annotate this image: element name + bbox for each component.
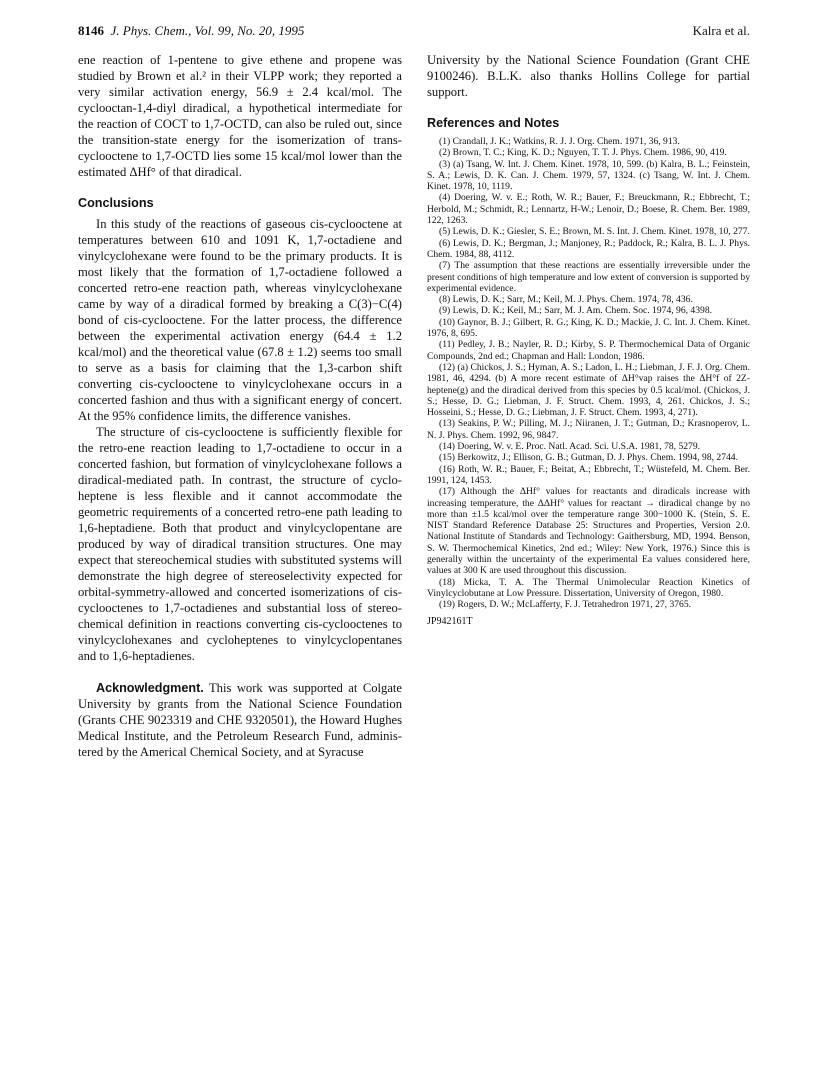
reference-item: (5) Lewis, D. K.; Giesler, S. E.; Brown, M. S. Int. J. Chem. Kinet. 1978, 10, 277. [439, 226, 750, 238]
reference-item: (4) Doering, W. v. E.; Roth, W. R.; Bauer, F.; Breuckmann, R.; Ebbrecht, T.; Herbold, M.; Schmidt, R.; Lennartz, H-W.; Lenoir, D.; Boese, R. Chem. Ber. 1989, 122, 1263. [427, 192, 750, 227]
references-heading: References and Notes [427, 116, 560, 130]
reference-item: (6) Lewis, D. K.; Bergman, J.; Manjoney, R.; Paddock, R.; Kalra, B. L. J. Phys. Chem. 1984, 88, 4112. [427, 237, 750, 260]
reference-item: (8) Lewis, D. K.; Sarr, M.; Keil, M. J. Phys. Chem. 1974, 78, 436. [439, 294, 693, 306]
page-number: 8146 [78, 23, 104, 38]
left-column [78, 52, 402, 760]
reference-item: (11) Pedley, J. B.; Nayler, R. D.; Kirby, S. P. Thermochemical Data of Organic Compounds, 2nd ed.; Chapman and Hall: London, 1986. [427, 339, 750, 362]
reference-item: (13) Seakins, P. W.; Pilling, M. J.; Niiranen, J. T.; Gutman, D.; Krasnoperov, L. N. J. Phys. Chem. 1992, 96, 9847. [427, 418, 750, 441]
intro-paragraph: ene reaction of 1-pentene to give ethene and propene was studied by Brown et al.² in their VLPP work; they reported a very similar activation energy, 56.9 ± 2.4 kcal/mol. The cyclooctan-1,4-diyl diradical, a hypothetical intermediate for the reaction of COCT to 1,7-OCTD, can also be ruled out, since the transition-state energy for the isomerization of trans-cyclooctene to 1,7-OCTD lies some 15 kcal/mol lower than the estimated ΔHf° of that diradical. [78, 53, 402, 179]
reference-item: (10) Gaynor, B. J.; Gilbert, R. G.; King, K. D.; Mackie, J. C. Int. J. Chem. Kinet. 1976, 8, 695. [427, 316, 750, 340]
conclusions-paragraph-2: The structure of cis-cyclooctene is sufficiently flexible for the retro-ene reaction leading to 1,7-octadiene to occur in a concerted fashion, but formation of vinylcyclohexane follows a diradical-mediated path. In contrast, the structure of cyclo-heptene is less flexible and it cannot accommodate the geometric requirements of a concerted retro-ene path leading to 1,6-heptadiene. Both that product and vinylcyclopentane are produced by way of diradical transition structures. One may expect that stereochemical studies with substituted systems will demonstrate the high degree of stereoselectivity expected for orbital-symmetry-allowed and concerted isomerizations of cis-cyclooctenes to 1,7-octadienes and substantial loss of stereo-chemical definition in reactions converting cis-cyclooctenes to vinylcyclohexanes and cycloheptenes to vinylcyclopentanes and to 1,6-heptadienes. [78, 425, 402, 663]
conclusions-paragraph-1: In this study of the reactions of gaseous cis-cyclooctene at temperatures between 610 and 1091 K, 1,7-octadiene and vinylcyclohexane were found to be the primary products. It is most likely that the formation of 1,7-octadiene followed a concerted retro-ene reaction path, whereas vinylcyclohexane came by way of a diradical formed by breaking a C(3)−C(4) bond of cis-cyclooctene. For the latter process, the difference between the experimental activation energy (64.4 ± 1.2 kcal/mol) and the theoretical value (67.8 ± 1.2) seems too small to serve as a basis for claiming that the 1,3-carbon shift converting cis-cyclooctene to vinylcyclohexane occurs in a concerted fashion and thus with a significant energy of concert. At the 95% confidence limits, the difference vanishes. [78, 217, 402, 423]
header-left [78, 23, 304, 39]
reference-item: (18) Micka, T. A. The Thermal Unimolecular Reaction Kinetics of Vinylcyclobutane at Low Pressure. Dissertation, University of Oregon, 1980. [427, 576, 750, 599]
page-header [78, 23, 750, 41]
reference-item: (14) Doering, W. v. E. Proc. Natl. Acad. Sci. U.S.A. 1981, 78, 5279. [439, 441, 701, 453]
reference-item: (7) The assumption that these reactions are essentially irreversible under the present conditions of high temperature and low extent of conversion is supported by experimental evidence. [427, 260, 750, 294]
right-column [427, 52, 750, 627]
acknowledgment-text: This work was supported at Colgate University by grants from the National Science Foundation (Grants CHE 9023319 and CHE 9320501), the Howard Hughes Medical Institute, and the Petroleum Research Fund, adminis-tered by the Americal Chemical Society, and at Syracuse [78, 681, 402, 759]
manuscript-code: JP942161T [427, 616, 473, 628]
header-authors: Kalra et al. [692, 23, 750, 38]
reference-item: (9) Lewis, D. K.; Keil, M.; Sarr, M. J. Am. Chem. Soc. 1974, 96, 4398. [439, 305, 713, 317]
acknowledgment-continued: University by the National Science Foundation (Grant CHE 9100246). B.L.K. also thanks Hollins College for partial support. [427, 53, 750, 99]
conclusions-heading: Conclusions [78, 196, 154, 210]
reference-item: (15) Berkowitz, J.; Ellison, G. B.; Gutman, D. J. Phys. Chem. 1994, 98, 2744. [439, 452, 738, 464]
reference-item: (17) Although the ΔHf° values for reactants and diradicals increase with increasing temperature, the ΔΔHf° values for reactant → diradical change by no more than ±1.5 kcal/mol over the temperature range 300−1000 K. (Stein, S. E. NIST Standard Reference Database 25: Structures and Properties, Version 2.0. National Institute of Standards and Technology: Gaithersburg, MD, 1994. Benson, S. W. Thermochemical Kinetics, 2nd ed.; Wiley: New York, 1976.) Since this is generally within the uncertainty of the experimental Ea values considered here, values at 300 K are used throughout this discussion. [427, 486, 750, 577]
reference-item: (2) Brown, T. C.; King, K. D.; Nguyen, T. T. J. Phys. Chem. 1986, 90, 419. [439, 147, 727, 159]
reference-item: (12) (a) Chickos, J. S.; Hyman, A. S.; Ladon, L. H.; Liebman, J. F. J. Org. Chem. 1981, 46, 4294. (b) A more recent estimate of ΔH°vap raises the ΔH°f of 2Z-heptene(g) and the diradical derived from this species by 0.5 kcal/mol. (Chickos, J. S.; Hesse, D. G.; Liebman, J. F. Struct. Chem. 1993, 4, 261. Chickos, J. S.; Hosseini, S.; Hesse, D. G.; Liebman, J. F. Struct. Chem. 1993, 4, 271). [427, 361, 750, 419]
reference-item: (19) Rogers, D. W.; McLafferty, F. J. Tetrahedron 1971, 27, 3765. [439, 599, 692, 611]
acknowledgment-title: Acknowledgment. [96, 681, 204, 695]
reference-item: (1) Crandall, J. K.; Watkins, R. J. J. Org. Chem. 1971, 36, 913. [439, 136, 680, 147]
reference-list [427, 136, 750, 610]
acknowledgment-paragraph [78, 680, 402, 760]
reference-item: (3) (a) Tsang, W. Int. J. Chem. Kinet. 1978, 10, 599. (b) Kalra, B. L.; Feinstein, S. A.; Lewis, D. K. Can. J. Chem. 1979, 57, 1324. (c) Tsang, W. Int. J. Chem. Kinet. 1978, 10, 1119. [427, 158, 750, 193]
journal-citation: J. Phys. Chem., Vol. 99, No. 20, 1995 [110, 23, 305, 38]
reference-item: (16) Roth, W. R.; Bauer, F.; Beitat, A.; Ebbrecht, T.; Wüstefeld, M. Chem. Ber. 1991, 124, 1453. [427, 463, 750, 486]
